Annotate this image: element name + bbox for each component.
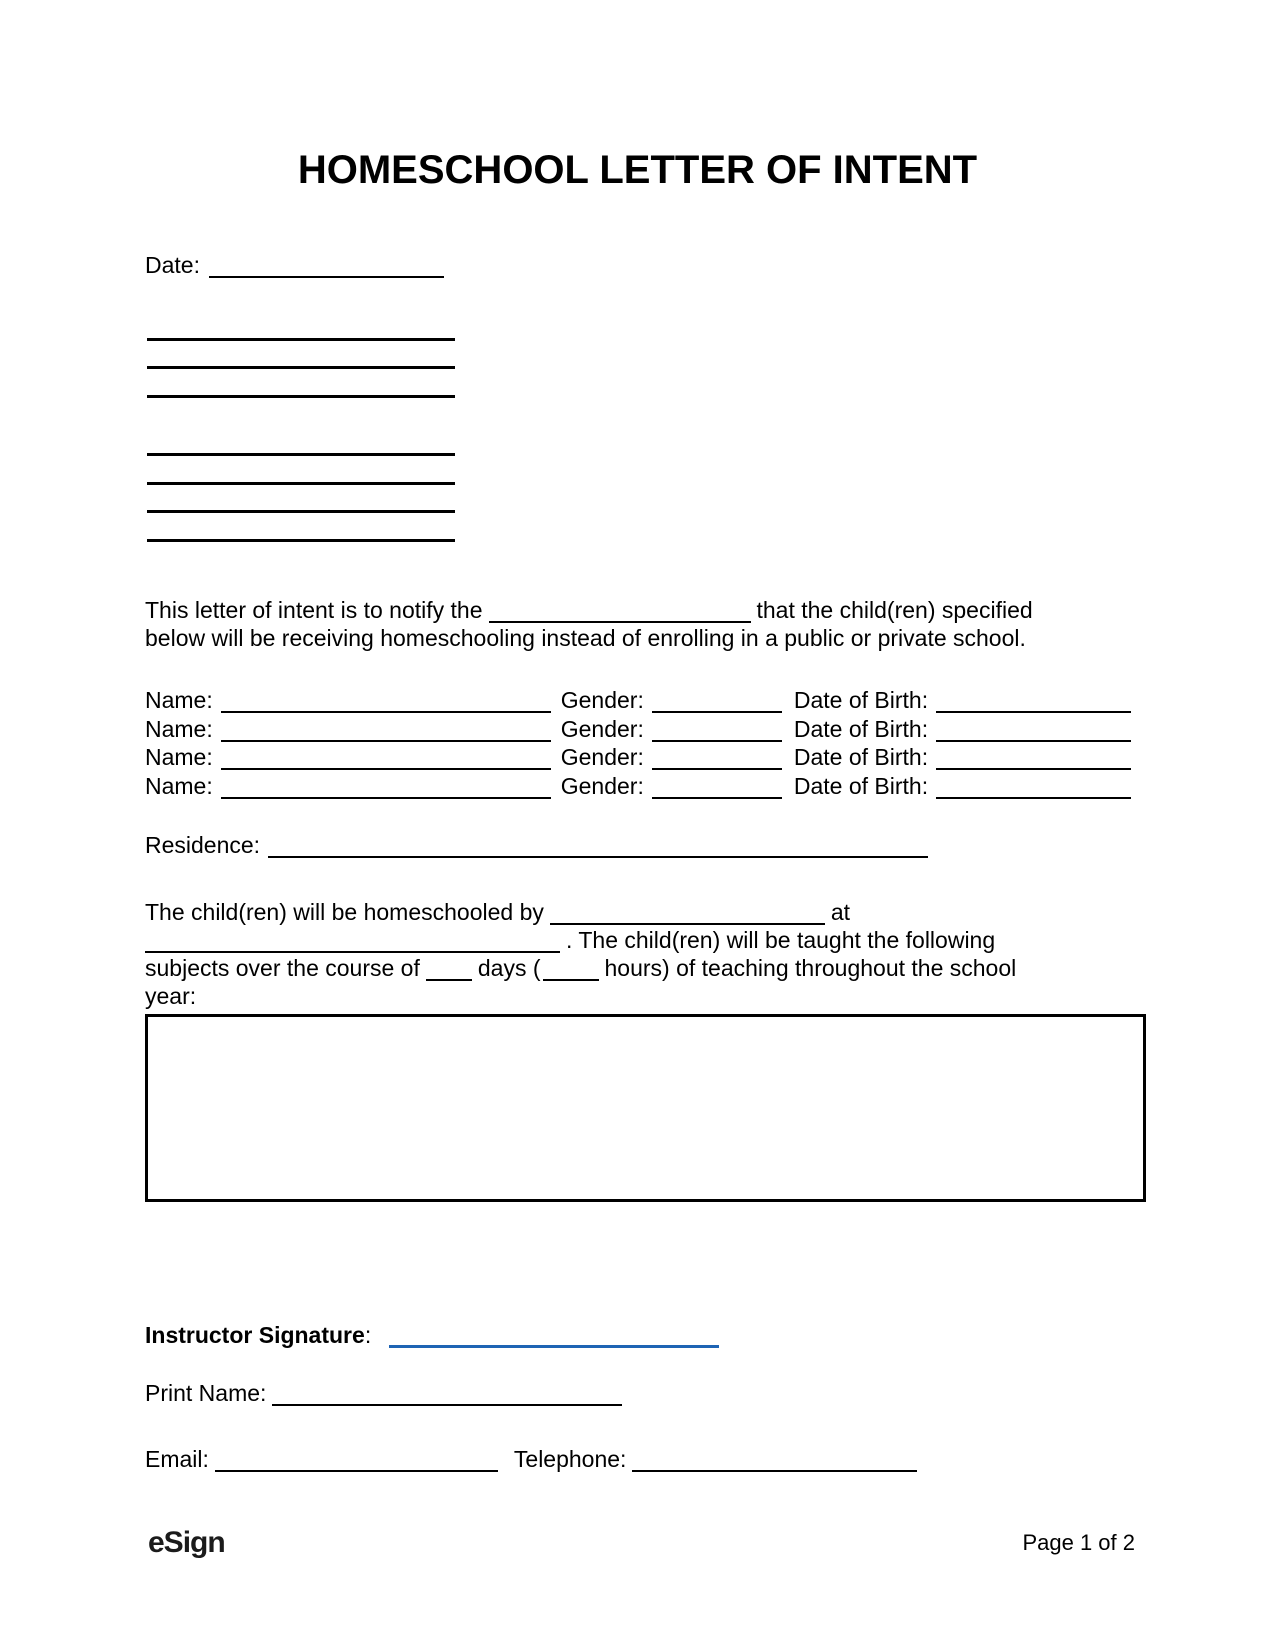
child-4-gender-field[interactable] (652, 779, 782, 799)
child-row-2 (145, 715, 1137, 744)
dob-label: Date of Birth: (793, 744, 929, 770)
location-field[interactable] (145, 933, 560, 953)
name-label: Name: (145, 772, 213, 799)
email-label: Email: (145, 1446, 209, 1472)
child-1-dob-field[interactable] (936, 693, 1131, 713)
child-2-gender-field[interactable] (652, 722, 782, 742)
intro-paragraph (145, 596, 1145, 652)
name-label: Name: (145, 744, 213, 770)
intro-text-2: that the child(ren) specified (756, 597, 1033, 623)
child-4-dob-field[interactable] (936, 779, 1131, 799)
print-name-field[interactable] (272, 1386, 622, 1406)
page-title: HOMESCHOOL LETTER OF INTENT (297, 148, 978, 192)
homeschooling-text-1: The child(ren) will be homeschooled by (145, 899, 544, 925)
homeschooling-text-2: at (830, 899, 851, 925)
instructor-signature-label: Instructor Signature (145, 1322, 365, 1348)
homeschooling-paragraph (145, 898, 1145, 1010)
signature-row (145, 1322, 725, 1349)
print-name-row (145, 1380, 628, 1407)
homeschooling-text-5: days ( (477, 955, 541, 981)
telephone-field[interactable] (632, 1452, 917, 1472)
dob-label: Date of Birth: (793, 687, 929, 713)
homeschooling-text-3: . The child(ren) will be taught the following (566, 927, 996, 953)
contact-row (145, 1446, 923, 1473)
intro-text-3: below will be receiving homeschooling instead of enrolling in a public or private school. (145, 625, 1026, 651)
subjects-box[interactable] (145, 1014, 1146, 1202)
name-label: Name: (145, 715, 213, 742)
date-row (145, 252, 450, 279)
date-label: Date: (145, 252, 200, 278)
recipient-line-4[interactable] (147, 453, 455, 456)
esign-logo: eSign (148, 1526, 225, 1559)
days-field[interactable] (426, 961, 472, 981)
homeschooling-text-6: hours) of teaching throughout the school (604, 955, 1017, 981)
recipient-line-7[interactable] (147, 539, 455, 542)
child-2-name-field[interactable] (221, 722, 551, 742)
dob-label: Date of Birth: (793, 772, 929, 799)
gender-label: Gender: (560, 687, 644, 713)
notify-recipient-field[interactable] (489, 603, 751, 623)
child-row-4 (145, 772, 1137, 801)
email-field[interactable] (215, 1452, 498, 1472)
recipient-line-5[interactable] (147, 482, 455, 485)
residence-label: Residence: (145, 832, 261, 858)
homeschooling-text-4: subjects over the course of (145, 955, 420, 981)
children-table (145, 686, 1137, 800)
homeschooling-text-7: year: (145, 983, 197, 1009)
recipient-line-3[interactable] (147, 395, 455, 398)
child-4-name-field[interactable] (221, 779, 551, 799)
child-2-dob-field[interactable] (936, 722, 1131, 742)
child-1-gender-field[interactable] (652, 693, 782, 713)
intro-text-1: This letter of intent is to notify the (145, 597, 483, 623)
recipient-line-1[interactable] (147, 338, 455, 341)
child-3-dob-field[interactable] (936, 750, 1131, 770)
residence-row (145, 832, 934, 859)
date-field[interactable] (209, 258, 444, 278)
gender-label: Gender: (560, 715, 644, 742)
gender-label: Gender: (560, 772, 644, 799)
instructor-name-field[interactable] (550, 905, 825, 925)
gender-label: Gender: (560, 744, 644, 770)
page-indicator: Page 1 of 2 (1022, 1530, 1135, 1555)
hours-field[interactable] (543, 961, 599, 981)
child-3-gender-field[interactable] (652, 750, 782, 770)
dob-label: Date of Birth: (793, 715, 929, 742)
recipient-line-2[interactable] (147, 366, 455, 369)
print-name-label: Print Name: (145, 1380, 267, 1406)
name-label: Name: (145, 687, 213, 713)
instructor-signature-line[interactable] (389, 1327, 719, 1348)
child-row-1 (145, 686, 1137, 715)
recipient-line-6[interactable] (147, 510, 455, 513)
child-3-name-field[interactable] (221, 750, 551, 770)
child-row-3 (145, 743, 1137, 772)
signature-colon: : (364, 1322, 372, 1348)
telephone-label: Telephone: (513, 1446, 627, 1472)
child-1-name-field[interactable] (221, 693, 551, 713)
residence-field[interactable] (268, 838, 928, 858)
